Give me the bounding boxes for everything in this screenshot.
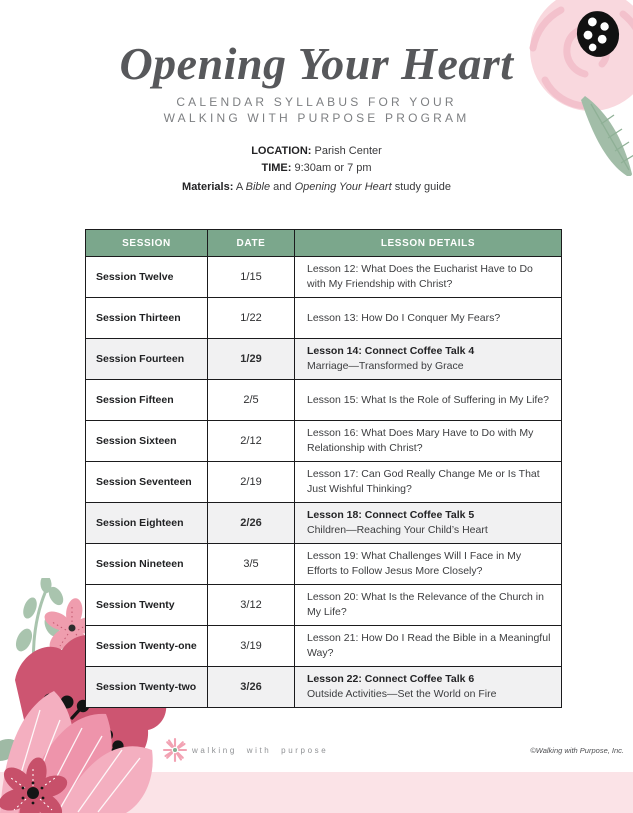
table-row <box>86 298 562 339</box>
location-label: LOCATION: <box>251 145 312 157</box>
lesson-line: Lesson 13: How Do I Conquer My Fears? <box>307 311 501 324</box>
syllabus-table-wrap <box>85 229 562 708</box>
lesson-details-cell <box>295 626 562 667</box>
lesson-line: Children—Reaching Your Child’s Heart <box>307 524 488 536</box>
table-header-row <box>86 230 562 257</box>
time-label: TIME: <box>261 162 292 174</box>
lesson-details-cell <box>295 339 562 380</box>
table-row <box>86 257 562 298</box>
table-row <box>86 626 562 667</box>
wwp-logo-text: walking with purpose <box>192 746 329 755</box>
subtitle-line-1: CALENDAR SYLLABUS FOR YOUR <box>176 95 457 109</box>
materials-line <box>0 181 633 193</box>
lesson-line: Outside Activities—Set the World on Fire <box>307 688 497 700</box>
lesson-line: Marriage—Transformed by Grace <box>307 360 464 372</box>
table-row <box>86 544 562 585</box>
lesson-line: Lesson 20: What Is the Relevance of the Church in My Life? <box>307 591 544 618</box>
date-cell: 2/26 <box>208 503 295 544</box>
lesson-details-cell <box>295 585 562 626</box>
lesson-details-cell <box>295 667 562 708</box>
table-row <box>86 503 562 544</box>
session-cell: Session Seventeen <box>86 462 208 503</box>
subtitle-line-2: WALKING WITH PURPOSE PROGRAM <box>163 111 470 125</box>
date-cell: 3/5 <box>208 544 295 585</box>
date-cell: 3/12 <box>208 585 295 626</box>
time-value: 9:30am or 7 pm <box>294 162 372 174</box>
table-row <box>86 339 562 380</box>
date-cell: 1/29 <box>208 339 295 380</box>
lesson-line: Lesson 17: Can God Really Change Me or Is That Just Wishful Thinking? <box>307 468 540 495</box>
wwp-flower-logo-icon <box>162 737 188 763</box>
lesson-line: Lesson 19: What Challenges Will I Face in My Efforts to Follow Jesus More Closely? <box>307 550 522 577</box>
column-header-lesson-details: LESSON DETAILS <box>295 230 562 257</box>
session-cell: Session Fourteen <box>86 339 208 380</box>
table-row <box>86 421 562 462</box>
table-row <box>86 667 562 708</box>
materials-italic-title: Opening Your Heart <box>294 181 392 193</box>
location-line <box>0 143 633 160</box>
lesson-line: Lesson 22: Connect Coffee Talk 6 <box>307 673 475 685</box>
date-cell: 2/19 <box>208 462 295 503</box>
lesson-details-cell <box>295 421 562 462</box>
lesson-details-cell <box>295 298 562 339</box>
lesson-details-cell <box>295 544 562 585</box>
lesson-line: Lesson 18: Connect Coffee Talk 5 <box>307 509 475 521</box>
page-subtitle <box>0 94 633 126</box>
materials-label: Materials: <box>182 181 234 193</box>
session-cell: Session Twenty-one <box>86 626 208 667</box>
lesson-details-cell <box>295 503 562 544</box>
date-cell: 1/22 <box>208 298 295 339</box>
session-cell: Session Fifteen <box>86 380 208 421</box>
session-cell: Session Thirteen <box>86 298 208 339</box>
session-cell: Session Twenty-two <box>86 667 208 708</box>
lesson-line: Lesson 21: How Do I Read the Bible in a Meaningful Way? <box>307 632 551 659</box>
materials-italic-bible: Bible <box>245 181 271 193</box>
time-line <box>0 160 633 177</box>
session-cell: Session Sixteen <box>86 421 208 462</box>
lesson-details-cell <box>295 257 562 298</box>
column-header-session: SESSION <box>86 230 208 257</box>
materials-text: study guide <box>394 181 451 193</box>
materials-text: and <box>273 181 292 193</box>
session-cell: Session Eighteen <box>86 503 208 544</box>
table-row <box>86 585 562 626</box>
date-cell: 1/15 <box>208 257 295 298</box>
lesson-line: Lesson 15: What Is the Role of Suffering in My Life? <box>307 393 550 406</box>
materials-text: A <box>235 181 243 193</box>
lesson-line: Lesson 12: What Does the Eucharist Have to Do with My Friendship with Christ? <box>307 263 533 290</box>
table-row <box>86 462 562 503</box>
lesson-details-cell <box>295 380 562 421</box>
syllabus-table-body <box>86 257 562 708</box>
date-cell: 3/26 <box>208 667 295 708</box>
lesson-details-cell <box>295 462 562 503</box>
lesson-line: Lesson 14: Connect Coffee Talk 4 <box>307 345 475 357</box>
syllabus-table <box>85 229 562 708</box>
date-cell: 2/5 <box>208 380 295 421</box>
column-header-date: DATE <box>208 230 295 257</box>
table-row <box>86 380 562 421</box>
location-time-block <box>0 143 633 177</box>
lesson-line: Lesson 16: What Does Mary Have to Do with My Relationship with Christ? <box>307 427 534 454</box>
location-value: Parish Center <box>314 145 382 157</box>
session-cell: Session Nineteen <box>86 544 208 585</box>
copyright-text: ©Walking with Purpose, Inc. <box>530 746 624 755</box>
date-cell: 3/19 <box>208 626 295 667</box>
page-title: Opening Your Heart <box>119 38 514 89</box>
date-cell: 2/12 <box>208 421 295 462</box>
session-cell: Session Twenty <box>86 585 208 626</box>
session-cell: Session Twelve <box>86 257 208 298</box>
